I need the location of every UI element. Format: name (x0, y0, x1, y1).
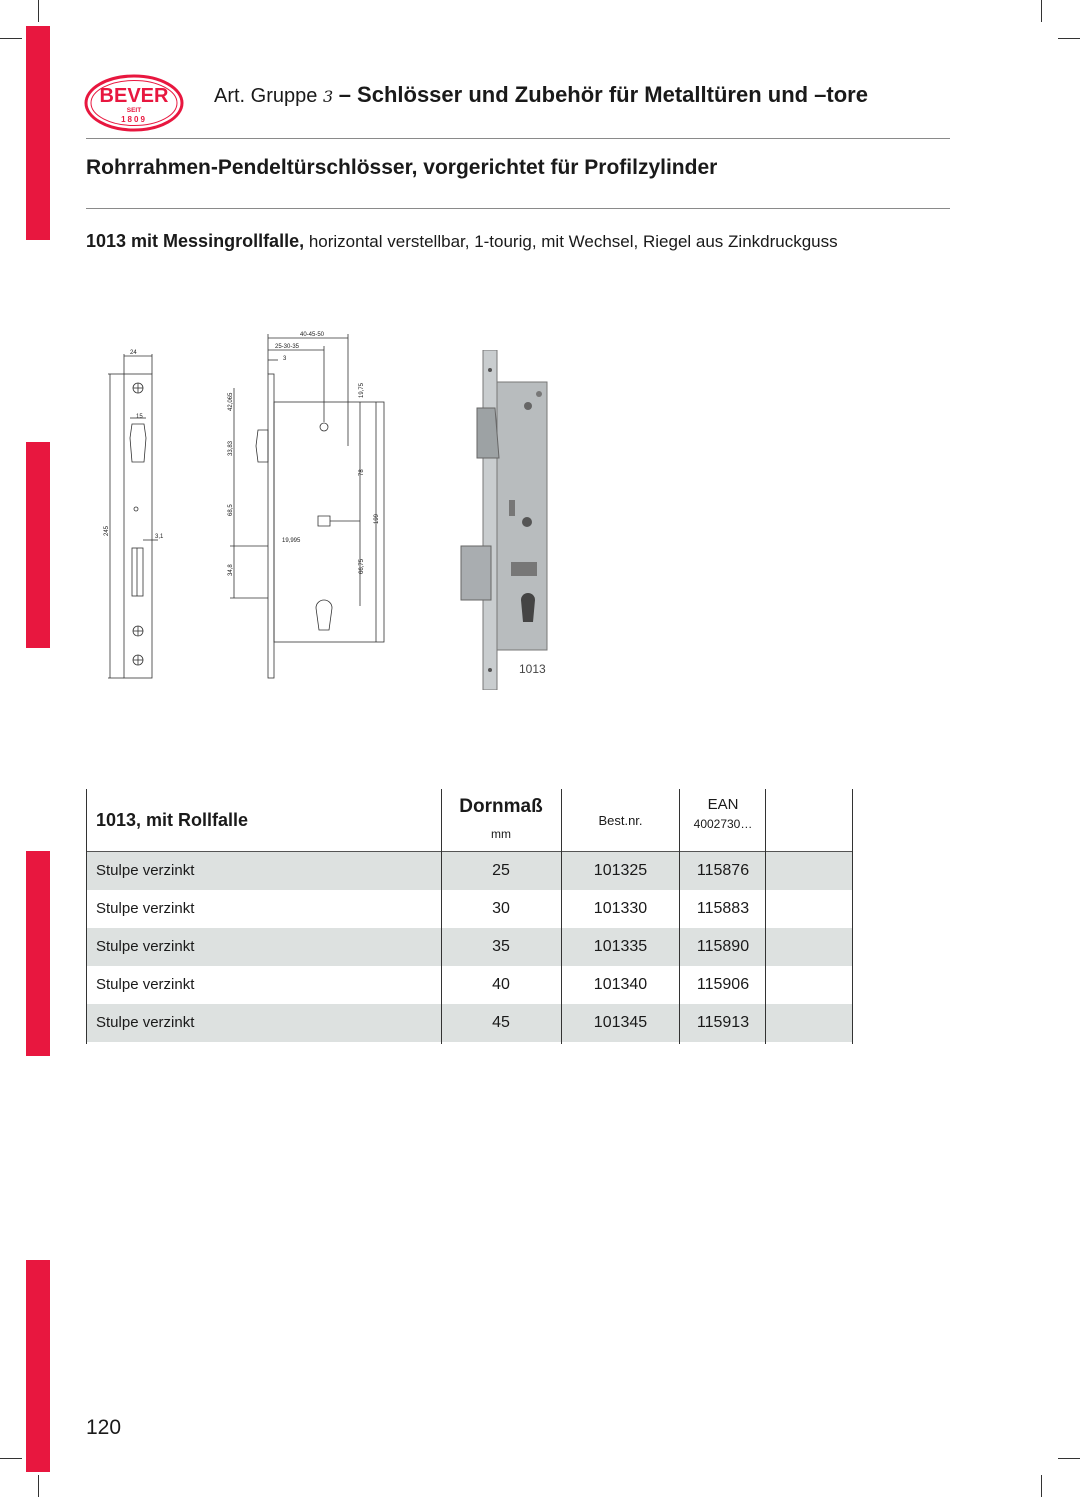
svg-text:15: 15 (136, 414, 143, 420)
cell-bestnr: 101345 (593, 1014, 648, 1031)
table-border-left (86, 789, 87, 1044)
crop-mark (1041, 1475, 1042, 1497)
side-tab-2 (26, 442, 50, 648)
svg-text:66,75: 66,75 (359, 558, 365, 574)
section-subtitle: Rohrrahmen-Pendeltürschlösser, vorgerichtet für Profilzylinder (86, 156, 718, 179)
table-border-right (852, 789, 853, 1044)
logo-year: 1809 (121, 115, 147, 124)
cell-dornmass: 40 (492, 976, 510, 993)
cell-description: Stulpe verzinkt (96, 938, 195, 955)
svg-text:3: 3 (283, 356, 287, 362)
product-table (86, 789, 853, 1044)
cell-ean: 115913 (696, 1014, 750, 1031)
svg-text:34,8: 34,8 (228, 564, 234, 576)
crop-mark (38, 1475, 39, 1497)
product-name: 1013 mit Messingrollfalle, (86, 231, 305, 251)
svg-text:24: 24 (130, 350, 137, 356)
crop-mark (0, 38, 22, 39)
logo-word: BEVER (99, 85, 169, 107)
photo-caption: 1013 (519, 662, 546, 676)
crop-mark (1041, 0, 1042, 22)
product-description (86, 231, 838, 252)
technical-drawing (100, 326, 390, 686)
product-photo (455, 350, 565, 690)
cell-description: Stulpe verzinkt (96, 900, 195, 917)
col-header-bestnr: Best.nr. (598, 813, 643, 828)
cell-ean: 115883 (696, 900, 750, 917)
table-row (86, 966, 853, 1004)
table-row (86, 890, 853, 928)
cell-bestnr: 101330 (593, 900, 648, 917)
cell-description: Stulpe verzinkt (96, 1014, 195, 1031)
cell-dornmass: 35 (492, 938, 510, 955)
cell-ean: 115890 (696, 938, 750, 955)
table-divider (765, 789, 766, 1044)
table-divider (561, 789, 562, 1044)
table-row (86, 1004, 853, 1042)
product-details: horizontal verstellbar, 1-tourig, mit Wechsel, Riegel aus Zinkdruckguss (308, 232, 838, 251)
col-header-dornmass: Dornmaß (459, 796, 543, 817)
side-tab-4 (26, 1260, 50, 1472)
svg-text:33,83: 33,83 (228, 440, 234, 456)
col-header-ean: EAN (707, 796, 739, 813)
table-header (86, 789, 853, 852)
svg-text:78: 78 (359, 469, 365, 476)
header-prefix: Art. Gruppe (214, 85, 318, 107)
header-title-text: – Schlösser und Zubehör für Metalltüren und –tore (338, 82, 868, 107)
col-header-dornmass-unit: mm (491, 827, 511, 841)
header-group-number: 3 (322, 87, 334, 106)
col-header-ean-prefix: 4002730… (693, 817, 753, 831)
svg-text:19,995: 19,995 (282, 538, 301, 544)
side-tab-1 (26, 26, 50, 240)
header-title (214, 82, 868, 108)
crop-mark (1058, 1458, 1080, 1459)
svg-text:19,75: 19,75 (359, 382, 365, 398)
header-rule (86, 138, 950, 139)
cell-bestnr: 101325 (593, 862, 648, 879)
table-row (86, 928, 853, 966)
svg-text:25-30-35: 25-30-35 (275, 344, 300, 350)
cell-dornmass: 25 (492, 862, 510, 879)
crop-mark (0, 1458, 22, 1459)
cell-bestnr: 101335 (593, 938, 648, 955)
cell-description: Stulpe verzinkt (96, 976, 195, 993)
crop-mark (38, 0, 39, 22)
svg-text:199: 199 (374, 513, 380, 524)
cell-description: Stulpe verzinkt (96, 862, 195, 879)
side-tab-3 (26, 851, 50, 1056)
svg-text:42,065: 42,065 (228, 392, 234, 411)
cell-dornmass: 45 (492, 1014, 510, 1031)
cell-ean: 115906 (696, 976, 750, 993)
table-divider (679, 789, 680, 1044)
svg-text:40-45-50: 40-45-50 (300, 332, 325, 338)
cell-ean: 115876 (696, 862, 750, 879)
subtitle-rule (86, 208, 950, 209)
svg-text:3,1: 3,1 (155, 534, 164, 540)
logo-since: SEIT (126, 107, 142, 114)
crop-mark (1058, 38, 1080, 39)
table-title: 1013, mit Rollfalle (96, 810, 249, 830)
svg-text:68,5: 68,5 (228, 504, 234, 516)
bever-logo (84, 74, 184, 132)
table-divider (441, 789, 442, 1044)
cell-bestnr: 101340 (593, 976, 648, 993)
page-number: 120 (86, 1416, 122, 1439)
cell-dornmass: 30 (492, 900, 510, 917)
table-row (86, 852, 853, 890)
svg-text:245: 245 (104, 525, 110, 536)
